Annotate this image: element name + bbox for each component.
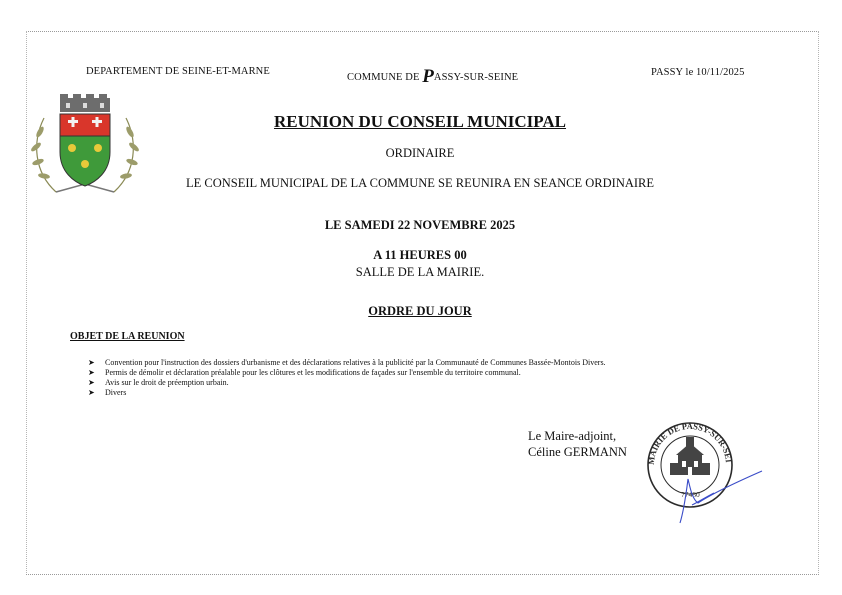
commune-initial: P: [422, 66, 434, 87]
page-title: REUNION DU CONSEIL MUNICIPAL: [273, 112, 567, 131]
list-item: [88, 388, 606, 398]
meeting-place: SALLE DE LA MAIRIE.: [355, 265, 485, 279]
arrow-bullet-icon: ➤: [88, 388, 95, 397]
list-item: [88, 368, 606, 378]
page-subtitle: ORDINAIRE: [385, 146, 455, 160]
commune-prefix: COMMUNE DE: [347, 72, 420, 83]
agenda-item-text: Permis de démolir et déclaration préalable pour les clôtures et les modifications de façades sur l'ensemble du territoire communal.: [105, 368, 521, 377]
agenda-list: [88, 358, 606, 398]
arrow-bullet-icon: ➤: [88, 378, 95, 387]
signature-block: [528, 428, 627, 460]
agenda-heading: ORDRE DU JOUR: [368, 304, 472, 318]
objet-heading: OBJET DE LA REUNION: [70, 331, 185, 342]
official-stamp: [640, 415, 770, 530]
coat-of-arms-icon: [26, 92, 144, 202]
commune-label: [347, 66, 518, 88]
commune-rest: ASSY-SUR-SEINE: [433, 72, 519, 83]
signatory-role: Le Maire-adjoint,: [528, 429, 617, 443]
signatory-name: Céline GERMANN: [528, 445, 627, 459]
date-line: PASSY le 10/11/2025: [651, 67, 745, 78]
department-label: DEPARTEMENT DE SEINE-ET-MARNE: [86, 66, 270, 77]
list-item: [88, 358, 606, 368]
arrow-bullet-icon: ➤: [88, 358, 95, 367]
agenda-item-text: Avis sur le droit de préemption urbain.: [105, 378, 229, 387]
arrow-bullet-icon: ➤: [88, 368, 95, 377]
stamp-postcode: 77480: [681, 490, 700, 499]
list-item: [88, 378, 606, 388]
stamp-seal-icon: [640, 415, 770, 530]
meeting-date: LE SAMEDI 22 NOVEMBRE 2025: [324, 218, 516, 232]
meeting-time: A 11 HEURES 00: [373, 248, 467, 262]
coat-of-arms-emblem: [26, 92, 144, 202]
agenda-item-text: Convention pour l'instruction des dossiers d'urbanisme et des déclarations relatives à la publicité par la Communauté de Communes Bassée-Montois Divers.: [105, 358, 606, 367]
announcement-text: LE CONSEIL MUNICIPAL DE LA COMMUNE SE REUNIRA EN SEANCE ORDINAIRE: [185, 176, 655, 190]
page-border-right: [818, 31, 820, 573]
stamp-text: MAIRIE DE PASSY-SUR-SEI: [645, 420, 734, 466]
agenda-item-text: Divers: [105, 388, 127, 397]
